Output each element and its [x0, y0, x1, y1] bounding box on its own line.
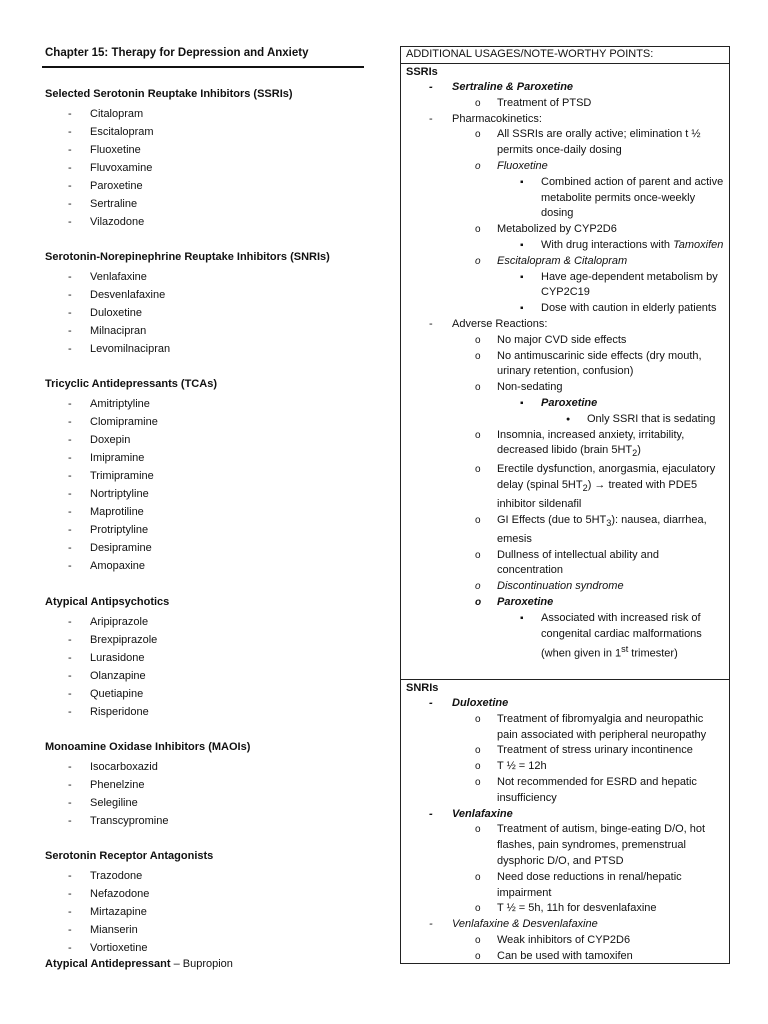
- note-item: ▪ Paroxetine: [401, 396, 729, 412]
- note-text: ) → treated with PDE5 inhibitor sildenafil: [497, 479, 698, 511]
- tca-section: [45, 377, 375, 575]
- drug-list-item: - Nortriptyline: [45, 485, 375, 503]
- drug-list: [45, 758, 375, 830]
- drug-list-item: - Olanzapine: [45, 667, 375, 685]
- note-item: o Need dose reductions in renal/hepatic impairment: [401, 870, 729, 902]
- ssri-notes: [401, 64, 729, 678]
- atypical-antipsychotics-section: [45, 595, 375, 721]
- note-item: [401, 513, 729, 548]
- drug-list-item: - Isocarboxazid: [45, 758, 375, 776]
- drug-list-item: - Phenelzine: [45, 776, 375, 794]
- drug-list-item: - Protriptyline: [45, 521, 375, 539]
- drug-list-item: - Quetiapine: [45, 685, 375, 703]
- drug-list-item: - Fluoxetine: [45, 141, 375, 159]
- drug-list-item: - Trimipramine: [45, 467, 375, 485]
- section-heading: Monoamine Oxidase Inhibitors (MAOIs): [45, 741, 251, 753]
- drug-list-item: - Trazodone: [45, 867, 375, 885]
- drug-list-item: - Amopaxine: [45, 557, 375, 575]
- drug-list-item: - Mianserin: [45, 921, 375, 939]
- note-text: Insomnia, increased anxiety, irritability, decreased libido (brain 5HT: [497, 428, 685, 457]
- drug-list-item: - Lurasidone: [45, 649, 375, 667]
- drug-list-item: - Maprotiline: [45, 503, 375, 521]
- note-item: o Can be used with tamoxifen: [401, 949, 729, 965]
- subscript: 3: [606, 518, 612, 529]
- note-item: o Escitalopram & Citalopram: [401, 254, 729, 270]
- drug-list: [45, 867, 375, 957]
- drug-list: [45, 395, 375, 575]
- drug-list-item: - Risperidone: [45, 703, 375, 721]
- note-text: trimester): [628, 648, 678, 661]
- subscript: 2: [582, 483, 588, 494]
- drug-list-item: - Brexpiprazole: [45, 631, 375, 649]
- note-text: With drug interactions with: [541, 238, 674, 251]
- note-text: Erectile dysfunction, anorgasmia, ejaculatory delay (spinal 5HT: [497, 463, 716, 492]
- note-item: o Dullness of intellectual ability and concentration: [401, 548, 729, 580]
- note-item: - Sertraline & Paroxetine: [401, 80, 729, 96]
- section-heading: Serotonin-Norepinephrine Reuptake Inhibitors (SNRIs): [45, 251, 330, 263]
- note-item: - Pharmacokinetics:: [401, 112, 729, 128]
- note-item: - Venlafaxine & Desvenlafaxine: [401, 917, 729, 933]
- drug-list-item: - Aripiprazole: [45, 613, 375, 631]
- note-item: o Not recommended for ESRD and hepatic insufficiency: [401, 775, 729, 807]
- drug-list-item: - Transcypromine: [45, 812, 375, 830]
- drug-list-item: - Milnacipran: [45, 322, 375, 340]
- drug-list: [45, 613, 375, 721]
- notes-box: [400, 46, 730, 964]
- drug-list-item: - Clomipramine: [45, 413, 375, 431]
- section-heading: Tricyclic Antidepressants (TCAs): [45, 378, 217, 390]
- drug-list-item: - Sertraline: [45, 195, 375, 213]
- drug-list-item: - Desipramine: [45, 539, 375, 557]
- note-item: ▪ Combined action of parent and active metabolite permits once-weekly dosing: [401, 175, 729, 222]
- drug-list: [45, 268, 375, 358]
- note-item: [401, 238, 729, 254]
- note-item: o Paroxetine: [401, 595, 729, 611]
- note-item: o Fluoxetine: [401, 159, 729, 175]
- note-item: o Treatment of fibromyalgia and neuropathic pain associated with peripheral neuropathy: [401, 712, 729, 744]
- drug-list: [45, 105, 375, 231]
- note-item: - Venlafaxine: [401, 807, 729, 823]
- drug-list-item: - Nefazodone: [45, 885, 375, 903]
- drug-list-item: - Doxepin: [45, 431, 375, 449]
- note-text: ): [637, 444, 641, 457]
- note-item: [401, 611, 729, 663]
- ssri-notes-heading: SSRIs: [406, 66, 438, 78]
- note-item: o T ½ = 12h: [401, 759, 729, 775]
- drug-list-item: - Citalopram: [45, 105, 375, 123]
- drug-list-item: - Mirtazapine: [45, 903, 375, 921]
- note-item: o Treatment of PTSD: [401, 96, 729, 112]
- snri-notes: [401, 679, 729, 964]
- note-item: o Non-sedating: [401, 380, 729, 396]
- drug-list-item: - Vilazodone: [45, 213, 375, 231]
- note-item: - Duloxetine: [401, 696, 729, 712]
- snri-notes-heading: SNRIs: [406, 682, 439, 694]
- superscript: st: [621, 644, 629, 655]
- drug-list-item: - Selegiline: [45, 794, 375, 812]
- bupropion-text: – Bupropion: [170, 958, 233, 970]
- maoi-section: [45, 740, 375, 830]
- section-heading: Selected Serotonin Reuptake Inhibitors (SSRIs): [45, 88, 293, 100]
- snri-section: [45, 250, 375, 358]
- note-item: o T ½ = 5h, 11h for desvenlafaxine: [401, 901, 729, 917]
- drug-list-item: - Paroxetine: [45, 177, 375, 195]
- note-item: o No antimuscarinic side effects (dry mouth, urinary retention, confusion): [401, 349, 729, 381]
- note-item: [401, 428, 729, 463]
- note-item: o Weak inhibitors of CYP2D6: [401, 933, 729, 949]
- chapter-title-block: [45, 46, 365, 61]
- chapter-title: Chapter 15: Therapy for Depression and Anxiety: [45, 47, 309, 59]
- note-item: - Adverse Reactions:: [401, 317, 729, 333]
- note-item: o Metabolized by CYP2D6: [401, 222, 729, 238]
- tamoxifen-text: Tamoxifen: [673, 238, 724, 251]
- drug-list-item: - Duloxetine: [45, 304, 375, 322]
- note-item: o Discontinuation syndrome: [401, 579, 729, 595]
- note-item: ● Only SSRI that is sedating: [401, 412, 729, 428]
- atypical-antidepressant-label: Atypical Antidepressant: [45, 958, 171, 970]
- note-text: Associated with increased risk of congenital cardiac malformations (when given in 1: [541, 611, 702, 661]
- atypical-antidepressant-line: [45, 957, 233, 972]
- title-underline: [42, 66, 364, 68]
- notes-header: ADDITIONAL USAGES/NOTE-WORTHY POINTS:: [401, 47, 729, 64]
- section-heading: Serotonin Receptor Antagonists: [45, 850, 214, 862]
- serotonin-receptor-antagonists-section: [45, 849, 375, 957]
- drug-list-item: - Fluvoxamine: [45, 159, 375, 177]
- section-heading: Atypical Antipsychotics: [45, 596, 170, 608]
- note-item: ▪ Have age-dependent metabolism by CYP2C19: [401, 270, 729, 302]
- note-item: o Treatment of stress urinary incontinence: [401, 743, 729, 759]
- drug-list-item: - Desvenlafaxine: [45, 286, 375, 304]
- drug-list-item: - Amitriptyline: [45, 395, 375, 413]
- note-item: o All SSRIs are orally active; elimination t ½ permits once-daily dosing: [401, 127, 729, 159]
- drug-list-item: - Levomilnacipran: [45, 340, 375, 358]
- note-item: o No major CVD side effects: [401, 333, 729, 349]
- subscript: 2: [632, 448, 638, 459]
- note-item: [401, 462, 729, 513]
- ssri-section: [45, 87, 375, 231]
- drug-list-item: - Vortioxetine: [45, 939, 375, 957]
- note-text: GI Effects (due to 5HT: [497, 513, 607, 526]
- note-item: o Treatment of autism, binge-eating D/O, hot flashes, pain syndromes, premenstrual dysphoric D/O, and PTSD: [401, 822, 729, 869]
- note-item: ▪ Dose with caution in elderly patients: [401, 301, 729, 317]
- drug-list-item: - Venlafaxine: [45, 268, 375, 286]
- note-text: ): nausea, diarrhea, emesis: [497, 513, 707, 545]
- drug-list-item: - Escitalopram: [45, 123, 375, 141]
- drug-list-item: - Imipramine: [45, 449, 375, 467]
